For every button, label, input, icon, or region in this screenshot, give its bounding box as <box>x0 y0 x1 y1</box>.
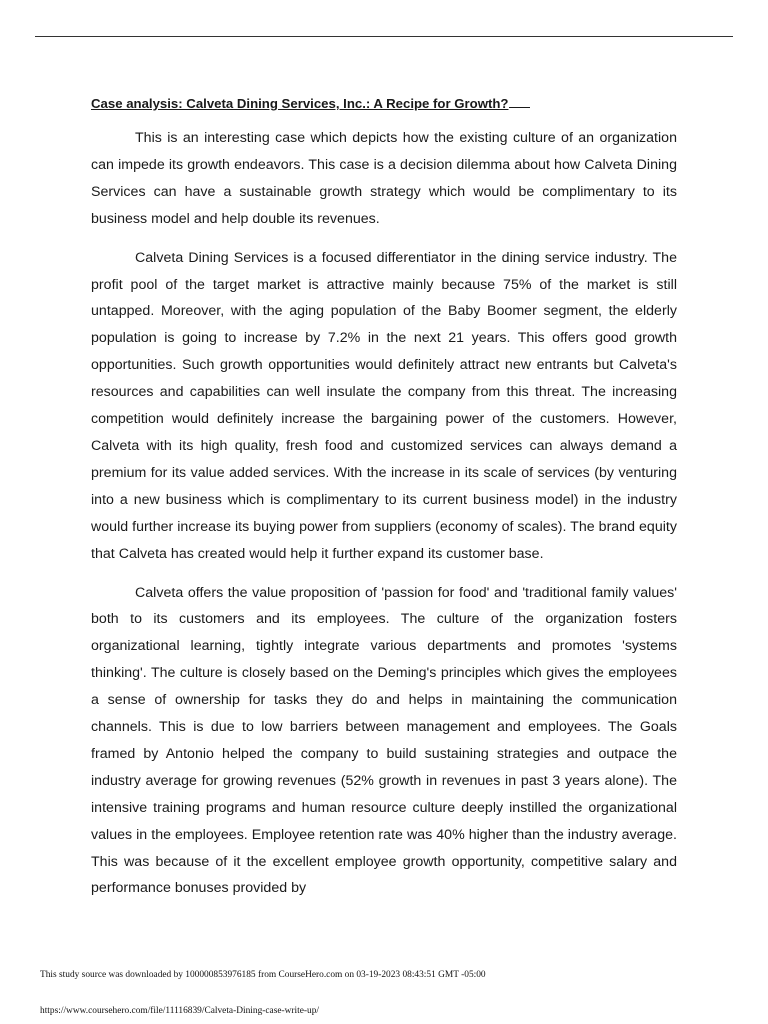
paragraph-intro: This is an interesting case which depicts how the existing culture of an organization can impede its growth endeavors. This case is a decision dilemma about how Calveta Dining Services can have a sustainable growth strategy which would be complimentary to its business model and help double its revenues. <box>91 130 677 227</box>
header-rule <box>35 36 733 37</box>
download-source-note: This study source was downloaded by 100000853976185 from CourseHero.com on 03-19-2023 08:43:51 GMT -05:00 <box>40 970 486 980</box>
document-title <box>91 95 691 112</box>
title-underline-tail <box>509 95 530 108</box>
paragraph-market-analysis: Calveta Dining Services is a focused differentiator in the dining service industry. The profit pool of the target market is attractive mainly because 75% of the market is still untapped. Moreover, with the aging population of the Baby Boomer segment, the elderly population is going to increase by 7.2% in the next 21 years. This offers good growth opportunities. Such growth opportunities would definitely attract new entrants but Calveta's resources and capabilities can well insulate the company from this threat. The increasing competition would definitely increase the bargaining power of the customers. However, Calveta with its high quality, fresh food and customized services can always demand a premium for its value added services. With the increase in its scale of services (by venturing into a new business which is complimentary to its current business model) in the industry would further increase its buying power from suppliers (economy of scales). The brand equity that Calveta has created would help it further expand its customer base. <box>91 249 677 562</box>
document-title-text: Case analysis: Calveta Dining Services, Inc.: A Recipe for Growth? <box>91 96 509 111</box>
source-url: https://www.coursehero.com/file/11116839/Calveta-Dining-case-write-up/ <box>40 1006 319 1016</box>
paragraph-culture: Calveta offers the value proposition of 'passion for food' and 'traditional family values' both to its customers and its employees. The culture of the organization fosters organizational learning, tightly integrate various departments and promotes 'systems thinking'. The culture is closely based on the Deming's principles which gives the employees a sense of ownership for tasks they do and helps in maintaining the communication channels. This is due to low barriers between management and employees. The Goals framed by Antonio helped the company to build sustaining strategies and outpace the industry average for growing revenues (52% growth in revenues in past 3 years alone). The intensive training programs and human resource culture deeply instilled the organizational values in the employees. Employee retention rate was 40% higher than the industry average. This was because of it the excellent employee growth opportunity, competitive salary and performance bonuses provided by <box>91 584 677 897</box>
document-body <box>91 125 677 914</box>
